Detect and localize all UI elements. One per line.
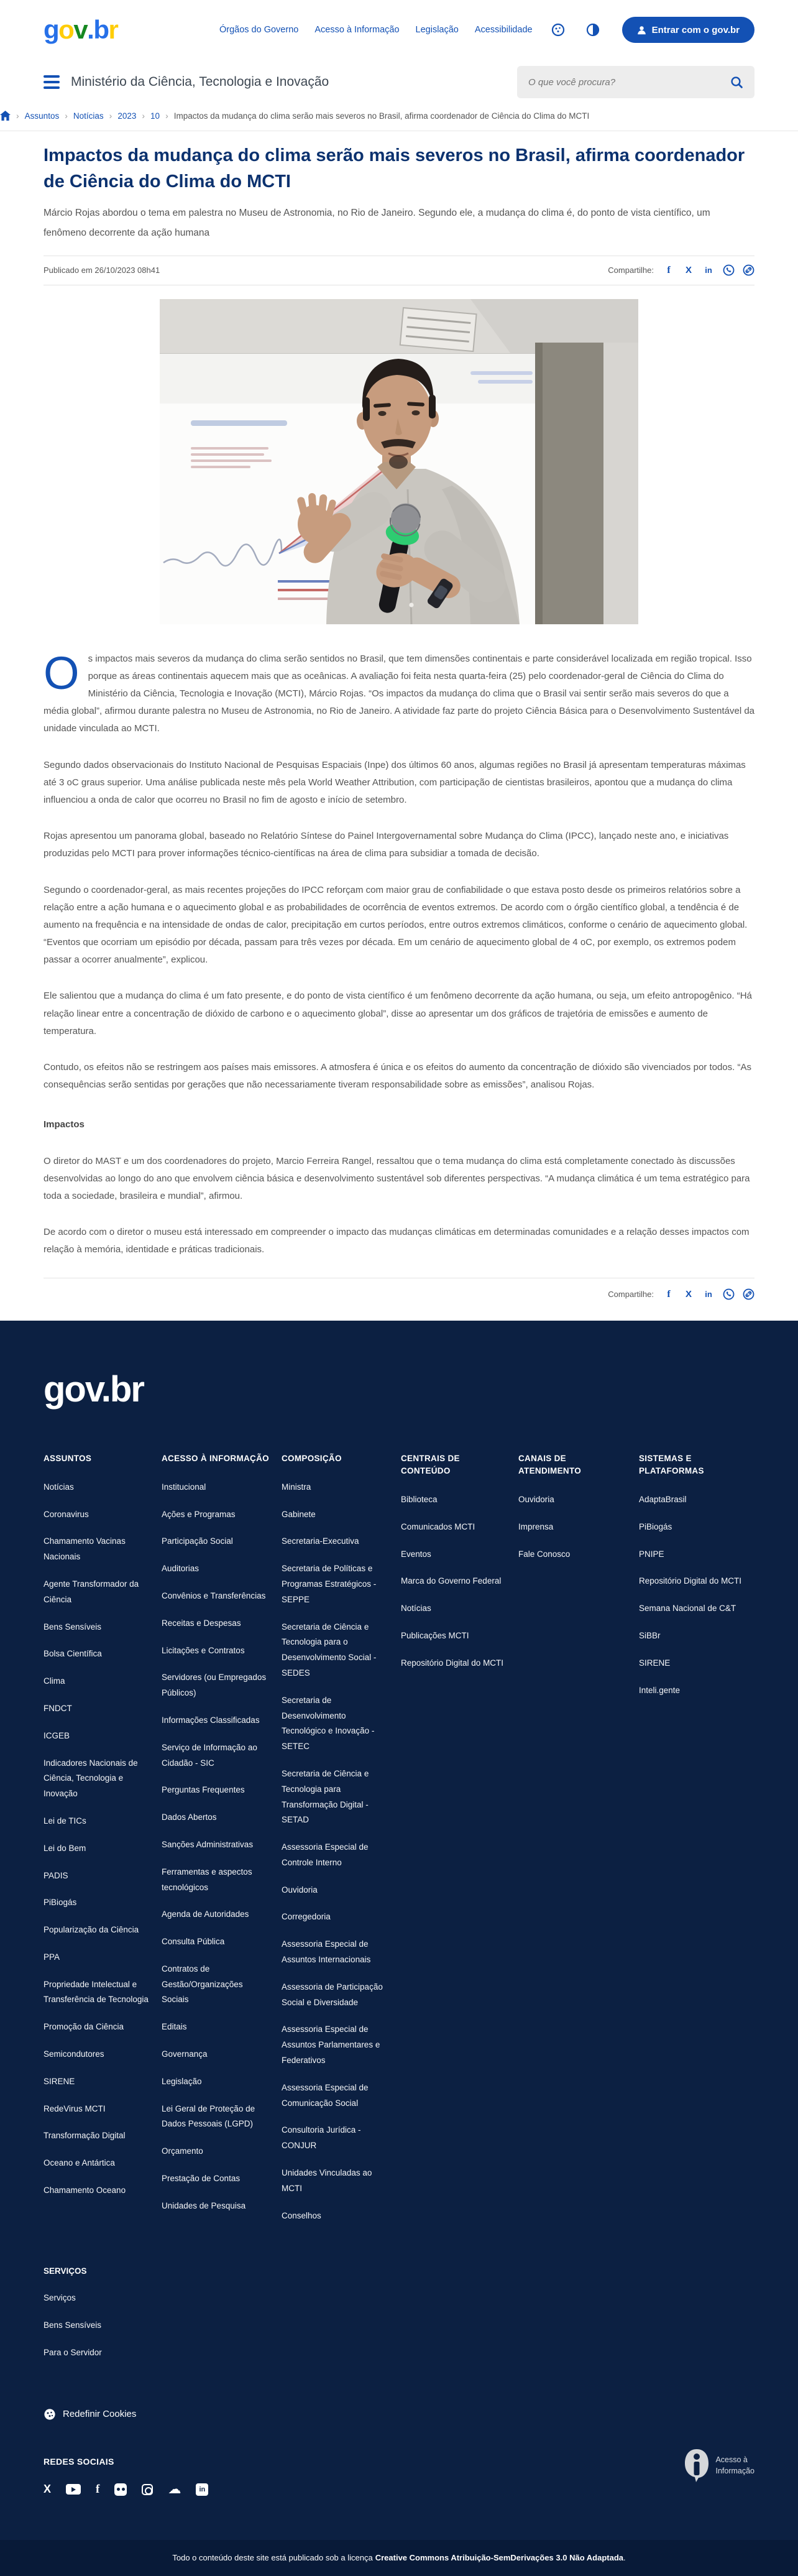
contrast-icon[interactable] — [584, 21, 602, 39]
govbr-logo[interactable] — [44, 17, 117, 43]
list-item — [44, 1534, 149, 1565]
footer-link[interactable]: Unidades de Pesquisa — [162, 2200, 246, 2210]
breadcrumb — [0, 104, 798, 131]
facebook-icon[interactable]: f — [96, 2482, 100, 2496]
list-item — [162, 2020, 269, 2035]
whatsapp-icon[interactable] — [722, 1288, 735, 1301]
footer-link[interactable]: Participação Social — [162, 1536, 233, 1546]
list-item — [282, 1766, 388, 1828]
list-item — [282, 2166, 388, 2197]
list-item — [639, 1628, 742, 1644]
footer-link[interactable]: PiBiogás — [44, 1898, 77, 1908]
list-item — [518, 1547, 626, 1563]
article-photo — [160, 299, 638, 624]
footer-link[interactable]: Ministra — [282, 1482, 311, 1492]
list-item — [44, 2074, 149, 2090]
list-item — [44, 2128, 149, 2144]
footer-link[interactable]: Secretaria de Ciência e Tecnologia para o Desenvolvimento Social - SEDES — [282, 1622, 377, 1678]
list-item — [162, 1480, 269, 1495]
list-item — [162, 1616, 269, 1632]
footer-column-title: CANAIS DE ATENDIMENTO — [518, 1453, 582, 1475]
share-bottom — [608, 1288, 754, 1301]
list-item — [282, 1620, 388, 1681]
copy-link-icon[interactable] — [742, 1288, 754, 1301]
header-nav-link[interactable]: Acessibilidade — [474, 25, 533, 35]
footer-link[interactable]: Ações e Programas — [162, 1509, 236, 1519]
footer-link[interactable]: Lei Geral de Proteção de Dados Pessoais (LGPD) — [162, 2103, 255, 2129]
footer-link[interactable]: Institucional — [162, 1482, 206, 1492]
footer-link[interactable]: Auditorias — [162, 1564, 200, 1574]
x-twitter-icon[interactable]: X — [44, 2483, 52, 2496]
paragraph: Os impactos mais severos da mudança do clima serão sentidos no Brasil, que tem dimensões continentais e parte considerável localizada em região tropical. Isso porque as áreas continentais aquecem mais que as oceânicas. A avaliação foi feita nesta quarta-feira (25) pelo coordenador-geral de Ciência do Clima do Ministério da Ciência, Tecnologia e Inovação (MCTI), Márcio Rojas. “Os impactos da mudança do clima que o Brasil vai sentir serão mais severos do que a média global”, afirmou durante palestra no Museu de Astronomia, no Rio de Janeiro. A atividade faz parte do projeto Ciência Básica para o Desenvolvimento Sustentável da unidade vinculada ao MCTI. — [44, 647, 755, 734]
footer-link[interactable]: Imprensa — [518, 1521, 554, 1531]
list-item — [162, 1643, 269, 1659]
license-link[interactable]: Creative Commons Atribuição-SemDerivações 3.0 Não Adaptada — [375, 2553, 623, 2563]
list-item — [639, 1574, 742, 1589]
footer-link[interactable]: Secretaria de Desenvolvimento Tecnológico e Inovação - SETEC — [282, 1695, 375, 1752]
footer-link[interactable]: SiBBr — [639, 1630, 661, 1640]
footer-link[interactable]: Para o Servidor — [44, 2348, 102, 2358]
list-item — [162, 1934, 269, 1950]
list-item — [44, 1577, 149, 1608]
list-item — [282, 1883, 388, 1898]
list-item — [44, 2047, 149, 2062]
list-item — [282, 1507, 388, 1523]
footer-link[interactable]: AdaptaBrasil — [639, 1495, 687, 1504]
footer-link[interactable]: PPA — [44, 1952, 60, 1962]
breadcrumb-link[interactable]: › 10 — [150, 111, 160, 121]
linkedin-icon[interactable]: in — [705, 1290, 712, 1299]
login-button[interactable] — [622, 17, 754, 43]
list-item — [44, 1841, 149, 1857]
footer-link[interactable]: Ouvidoria — [518, 1495, 554, 1504]
govbr-logo-letter: v — [73, 15, 88, 44]
copy-link-icon[interactable] — [742, 264, 754, 277]
list-item — [44, 1950, 149, 1965]
footer-column-assuntos — [44, 1452, 162, 2236]
footer-link[interactable]: Unidades Vinculadas ao MCTI — [282, 2168, 372, 2193]
footer-column-title: ACESSO À INFORMAÇÃO — [162, 1453, 269, 1463]
footer-link[interactable]: Licitações e Contratos — [162, 1645, 245, 1655]
list-item — [518, 1520, 626, 1535]
footer-column-title: SISTEMAS E PLATAFORMAS — [639, 1453, 704, 1475]
footer-link[interactable]: Popularização da Ciência — [44, 1925, 139, 1935]
org-title: Ministério da Ciência, Tecnologia e Inovação — [71, 75, 329, 89]
footer-link[interactable]: Lei de TICs — [44, 1816, 86, 1826]
breadcrumb-link[interactable]: › Assuntos — [24, 111, 60, 121]
list-item — [44, 1895, 149, 1911]
footer-link[interactable]: PNIPE — [639, 1549, 664, 1559]
login-button-label: Entrar com o gov.br — [651, 24, 740, 35]
footer-social-section — [44, 2457, 754, 2496]
linkedin-icon[interactable]: in — [196, 2483, 208, 2496]
footer-link[interactable]: Comunicados MCTI — [401, 1521, 475, 1531]
article-subtitle: Márcio Rojas abordou o tema em palestra no Museu de Astronomia, no Rio de Janeiro. Segundo ele, a mudança do clima é, do ponto de vista científico, um fenômeno decorrente da ação humana — [44, 208, 710, 238]
list-item — [162, 2047, 269, 2062]
facebook-icon[interactable]: f — [667, 264, 671, 275]
footer-services-title: SERVIÇOS — [44, 2266, 87, 2276]
footer-column-title: CENTRAIS DE CONTEÚDO — [401, 1453, 460, 1475]
footer-link[interactable]: Marca do Governo Federal — [401, 1576, 502, 1586]
footer-govbr-logo[interactable]: gov.br — [44, 1369, 144, 1410]
footer-link[interactable]: Serviço de Informação ao Cidadão - SIC — [162, 1742, 257, 1768]
list-item — [44, 1620, 149, 1635]
govbr-logo-letter: o — [58, 15, 74, 44]
share-top — [608, 264, 754, 277]
footer-link[interactable]: Indicadores Nacionais de Ciência, Tecnologia e Inovação — [44, 1758, 138, 1799]
footer-link[interactable]: Notícias — [44, 1482, 74, 1492]
cookie-icon — [44, 2408, 56, 2421]
list-item — [44, 1701, 149, 1717]
govbr-logo-letter: r — [108, 15, 118, 44]
list-item — [282, 2080, 388, 2112]
list-item — [44, 2318, 754, 2334]
footer-link[interactable]: Conselhos — [282, 2210, 321, 2220]
footer-link[interactable]: Repositório Digital do MCTI — [639, 1576, 742, 1586]
footer-link[interactable]: RedeVirus MCTI — [44, 2103, 106, 2113]
footer-link[interactable]: Biblioteca — [401, 1495, 438, 1504]
footer-link[interactable]: Secretaria de Ciência e Tecnologia para Transformação Digital - SETAD — [282, 1768, 369, 1825]
footer-link[interactable]: Editais — [162, 2022, 187, 2032]
menubar — [0, 60, 798, 104]
footer-link[interactable]: Bens Sensíveis — [44, 1622, 102, 1632]
footer — [0, 1321, 798, 2576]
soundcloud-icon[interactable]: ☁ — [168, 2482, 181, 2497]
list-item — [401, 1628, 506, 1644]
linkedin-icon[interactable]: in — [705, 265, 712, 275]
list-item — [639, 1656, 742, 1671]
footer-link[interactable]: Convênios e Transferências — [162, 1590, 266, 1600]
list-item — [162, 1783, 269, 1798]
article — [0, 142, 798, 1317]
list-item — [44, 1756, 149, 1802]
list-item — [44, 1507, 149, 1523]
menu-icon[interactable] — [44, 75, 60, 89]
list-item — [44, 1729, 149, 1744]
header-nav-link[interactable]: Órgãos do Governo — [219, 25, 299, 35]
footer-link[interactable]: Repositório Digital do MCTI — [401, 1658, 504, 1668]
footer-link[interactable]: Prestação de Contas — [162, 2174, 241, 2184]
list-item — [282, 1840, 388, 1871]
list-item — [401, 1547, 506, 1563]
list-item — [44, 2291, 754, 2306]
header-nav-link[interactable]: Acesso à Informação — [314, 25, 400, 35]
list-item — [162, 2171, 269, 2187]
list-item — [162, 2102, 269, 2133]
x-twitter-icon[interactable]: X — [685, 1289, 692, 1300]
list-item — [401, 1520, 506, 1535]
social-title: REDES SOCIAIS — [44, 2456, 114, 2467]
footer-column-composicao — [282, 1452, 401, 2236]
footer-services-section — [44, 2266, 754, 2360]
paragraph: Segundo o coordenador-geral, as mais recentes projeções do IPCC reforçam com maior grau de confiabilidade o que estava posto desde os primeiros relatórios sobre a relação entre a ação humana e o aquecimento global e as probabilidades de ocorrência de eventos extremos. De acordo com o órgão científico global, a tendência é de aumento na frequência e na intensidade de ondas de calor, precipitação em curtos períodos, entre outros extremos climáticos, conforme o cenário de aquecimento global. “Eventos que ocorriam um episódio por década, passam para três vezes por década. Em um cenário de aquecimento global de 4 oC, por exemplo, os extremos podem passar a ocorrer anualmente”, explicou. — [44, 884, 748, 966]
share-label: Compartilhe: — [608, 1290, 654, 1299]
footer-link[interactable]: Consulta Pública — [162, 1937, 225, 1947]
footer-link[interactable]: Oceano e Antártica — [44, 2158, 115, 2168]
breadcrumb-link[interactable]: › Notícias — [73, 111, 104, 121]
search-input[interactable] — [528, 77, 730, 88]
footer-link[interactable]: Ferramentas e aspectos tecnológicos — [162, 1867, 252, 1892]
govbr-logo-letter: b — [93, 15, 109, 44]
list-item — [44, 2183, 149, 2199]
list-item — [44, 1868, 149, 1884]
list-item — [639, 1683, 742, 1699]
list-item — [162, 1589, 269, 1604]
footer-column-canais-atendimento — [518, 1452, 639, 2236]
flickr-icon[interactable] — [114, 2483, 127, 2496]
footer-link[interactable]: Clima — [44, 1676, 65, 1686]
footer-link[interactable]: Dados Abertos — [162, 1812, 217, 1822]
section-heading: Impactos — [44, 1119, 85, 1130]
footer-link[interactable]: Consultoria Jurídica - CONJUR — [282, 2125, 361, 2151]
youtube-icon[interactable] — [66, 2483, 81, 2496]
footer-link[interactable]: Publicações MCTI — [401, 1630, 469, 1640]
search-icon[interactable] — [730, 76, 743, 89]
footer-link[interactable]: PiBiogás — [639, 1521, 672, 1531]
footer-link[interactable]: Secretaria de Políticas e Programas Estratégicos - SEPPE — [282, 1564, 377, 1604]
list-item — [401, 1656, 506, 1671]
footer-link[interactable]: Eventos — [401, 1549, 431, 1559]
footer-link[interactable]: Agenda de Autoridades — [162, 1909, 249, 1919]
x-twitter-icon[interactable]: X — [685, 265, 692, 276]
list-item — [44, 1674, 149, 1689]
article-body — [44, 647, 755, 1259]
footer-column-centrais-conteudo — [401, 1452, 518, 2236]
list-item — [44, 2156, 149, 2171]
footer-columns — [44, 1452, 754, 2236]
footer-link[interactable]: Perguntas Frequentes — [162, 1785, 245, 1795]
list-item — [162, 1810, 269, 1826]
published-date: Publicado em 26/10/2023 08h41 — [44, 265, 160, 275]
footer-link[interactable]: Receitas e Despesas — [162, 1618, 241, 1628]
footer-link[interactable]: FNDCT — [44, 1703, 72, 1713]
list-item — [282, 1693, 388, 1755]
breadcrumb-current: › Impactos da mudança do clima serão mais severos no Brasil, afirma coordenador de Ciência do Clima do MCTI — [160, 111, 589, 121]
info-icon — [684, 2448, 710, 2483]
whatsapp-icon[interactable] — [722, 264, 735, 277]
home-icon[interactable] — [0, 111, 11, 121]
paragraph: Contudo, os efeitos não se restringem aos países mais emissores. A atmosfera é única e os efeitos do aumento da concentração de dióxido são vivenciados por todos. “As consequências serão sentidas por gerações que não necessariamente tiveram responsabilidade sobre as emissões”, analisou Rojas. — [44, 1062, 751, 1091]
list-item — [282, 1480, 388, 1495]
reset-cookies-button[interactable] — [44, 2408, 136, 2421]
access-to-information-badge[interactable] — [684, 2448, 754, 2483]
footer-link[interactable]: PADIS — [44, 1870, 68, 1880]
footer-link[interactable]: Orçamento — [162, 2146, 203, 2156]
footer-link[interactable]: Serviços — [44, 2293, 76, 2303]
govbr-logo-letter: g — [44, 15, 59, 44]
footer-link[interactable]: Gabinete — [282, 1509, 316, 1519]
list-item — [162, 1962, 269, 2008]
published-row — [44, 256, 754, 285]
header-nav-link[interactable]: Legislação — [415, 25, 459, 35]
list-item — [639, 1547, 742, 1563]
paragraph: Segundo dados observacionais do Instituto Nacional de Pesquisas Espaciais (Inpe) dos últimos 60 anos, algumas regiões no Brasil já apresentam temperaturas máximas até 3 oC graus superior. Uma análise publicada neste mês pela World Weather Attribution, com participação de cientistas brasileiros, apontou que a mudança do clima influenciou a onda de calor que ocorreu no Brasil no fim de agosto e início de setembro. — [44, 759, 746, 805]
footer-link[interactable]: Semicondutores — [44, 2049, 104, 2059]
footer-link[interactable]: SIRENE — [639, 1658, 671, 1668]
footer-link[interactable]: Ouvidoria — [282, 1885, 318, 1895]
header-nav — [219, 17, 754, 43]
access-badge-text: Acesso à Informação — [715, 2455, 754, 2475]
list-item — [162, 2074, 269, 2090]
footer-link[interactable]: Agente Transformador da Ciência — [44, 1579, 139, 1604]
instagram-icon[interactable] — [142, 2483, 153, 2496]
list-item — [162, 1713, 269, 1729]
footer-link[interactable]: Bens Sensíveis — [44, 2320, 102, 2330]
list-item — [162, 1837, 269, 1853]
paragraph: O diretor do MAST e um dos coordenadores do projeto, Marcio Ferreira Rangel, ressaltou que o tema mudança do clima está completamente conectado às discussões desenvolvidas ao longo do ano que envolvem ciência básica e desenvolvimento sustentável sob diferentes perspectivas. “A mudança climática é um tema estratégico para toda a sociedade, brasileira e mundial”, afirmou. — [44, 1155, 750, 1201]
footer-link[interactable]: Assessoria Especial de Controle Interno — [282, 1842, 369, 1867]
list-item — [44, 2020, 149, 2035]
cookie-icon[interactable] — [549, 21, 567, 39]
list-item — [44, 2345, 754, 2361]
header-top — [0, 0, 798, 60]
reset-cookies-label: Redefinir Cookies — [63, 2409, 137, 2420]
list-item — [162, 1534, 269, 1549]
breadcrumb-link[interactable]: › 2023 — [117, 111, 137, 121]
list-item — [44, 2102, 149, 2117]
list-item — [162, 1507, 269, 1523]
footer-link[interactable]: Lei do Bem — [44, 1843, 86, 1853]
footer-column-title: COMPOSIÇÃO — [282, 1453, 342, 1463]
footer-link[interactable]: Transformação Digital — [44, 2131, 126, 2141]
list-item — [44, 1977, 149, 2008]
list-item — [282, 1937, 388, 1968]
footer-link[interactable]: ICGEB — [44, 1730, 70, 1740]
footer-link[interactable]: Corregedoria — [282, 1912, 331, 1922]
list-item — [639, 1492, 742, 1508]
paragraph: Rojas apresentou um panorama global, baseado no Relatório Síntese do Painel Intergovernamental sobre Mudança do Clima (IPCC), lançado neste ano, e iniciativas produzidas pelo MCTI para prover informações técnico-científicas na área de clima para subsidiar a tomada de decisão. — [44, 831, 729, 859]
list-item — [162, 1865, 269, 1896]
footer-link[interactable]: Legislação — [162, 2076, 202, 2086]
paragraph: Ele salientou que a mudança do clima é um fato presente, e do ponto de vista científico é um fenômeno decorrente da ação humana, ou seja, um efeito antropogênico. “Há relação linear entre a concentração de dióxido de carbono e o aquecimento global”, disse ao apresentar um dos gráficos de trajetória de emissões e aumento de temperatura. — [44, 990, 752, 1036]
share-bottom-row — [44, 1278, 754, 1317]
list-item — [44, 1480, 149, 1495]
footer-link[interactable]: Fale Conosco — [518, 1549, 571, 1559]
footer-link[interactable]: Assessoria Especial de Assuntos Internacionais — [282, 1939, 371, 1965]
list-item — [162, 1670, 269, 1701]
footer-link[interactable]: Bolsa Científica — [44, 1649, 102, 1659]
license-bar: Todo o conteúdo deste site está publicado sob a licença Creative Commons Atribuição-SemDerivações 3.0 Não Adaptada . — [0, 2540, 798, 2576]
page-title: Impactos da mudança do clima serão mais severos no Brasil, afirma coordenador de Ciência do Clima do MCTI — [44, 145, 745, 192]
list-item — [44, 1923, 149, 1938]
footer-link[interactable]: Coronavirus — [44, 1509, 89, 1519]
list-item — [162, 1907, 269, 1923]
share-label: Compartilhe: — [608, 265, 654, 275]
list-item — [282, 1534, 388, 1549]
list-item — [282, 2022, 388, 2068]
list-item — [282, 2123, 388, 2154]
footer-link[interactable]: Promoção da Ciência — [44, 2022, 124, 2032]
footer-link[interactable]: Governança — [162, 2049, 208, 2059]
list-item — [518, 1492, 626, 1508]
footer-link[interactable]: Secretaria-Executiva — [282, 1536, 359, 1546]
footer-link[interactable]: Chamamento Oceano — [44, 2186, 126, 2195]
footer-link[interactable]: SIRENE — [44, 2076, 75, 2086]
list-item — [44, 1814, 149, 1829]
list-item — [401, 1574, 506, 1589]
list-item — [282, 1561, 388, 1607]
footer-column-title: ASSUNTOS — [44, 1453, 92, 1463]
footer-link[interactable]: Informações Classificadas — [162, 1715, 260, 1725]
footer-link[interactable]: Servidores (ou Empregados Públicos) — [162, 1673, 267, 1698]
license-text: Todo o conteúdo deste site está publicado sob a licença — [172, 2553, 373, 2563]
search-box — [517, 66, 754, 98]
footer-link[interactable]: Assessoria de Participação Social e Diversidade — [282, 1982, 383, 2007]
list-item — [162, 1561, 269, 1577]
footer-column-acesso-informacao — [162, 1452, 282, 2236]
footer-link[interactable]: Assessoria Especial de Assuntos Parlamentares e Federativos — [282, 2024, 380, 2066]
list-item — [639, 1520, 742, 1535]
list-item — [162, 2144, 269, 2159]
list-item — [282, 1909, 388, 1925]
footer-link[interactable]: Assessoria Especial de Comunicação Social — [282, 2082, 369, 2108]
user-icon — [637, 25, 646, 35]
list-item — [639, 1601, 742, 1617]
footer-link[interactable]: Contratos de Gestão/Organizações Sociais — [162, 1964, 243, 2005]
list-item — [162, 2199, 269, 2214]
footer-link[interactable]: Notícias — [401, 1604, 431, 1613]
list-item — [282, 1980, 388, 2011]
footer-link[interactable]: Semana Nacional de C&T — [639, 1604, 736, 1613]
speaker-photo-illustration — [160, 299, 638, 624]
footer-column-sistemas-plataformas — [639, 1452, 754, 2236]
footer-link[interactable]: Inteli.gente — [639, 1685, 681, 1695]
govbr-logo-letter: . — [87, 15, 94, 44]
footer-link[interactable]: Propriedade Intelectual e Transferência de Tecnologia — [44, 1979, 149, 2005]
list-item — [401, 1601, 506, 1617]
paragraph: De acordo com o diretor o museu está interessado em compreender o impacto das mudanças climáticas em determinadas comunidades e a relação desses impactos com relação à memória, identidade e práticas tradicionais. — [44, 1227, 750, 1255]
footer-link[interactable]: Chamamento Vacinas Nacionais — [44, 1536, 126, 1562]
list-item — [282, 2209, 388, 2224]
footer-link[interactable]: Sanções Administrativas — [162, 1839, 254, 1849]
social-icons-row — [44, 2483, 754, 2496]
list-item — [401, 1492, 506, 1508]
list-item — [162, 1740, 269, 1771]
facebook-icon[interactable]: f — [667, 1288, 671, 1300]
list-item — [44, 1646, 149, 1662]
